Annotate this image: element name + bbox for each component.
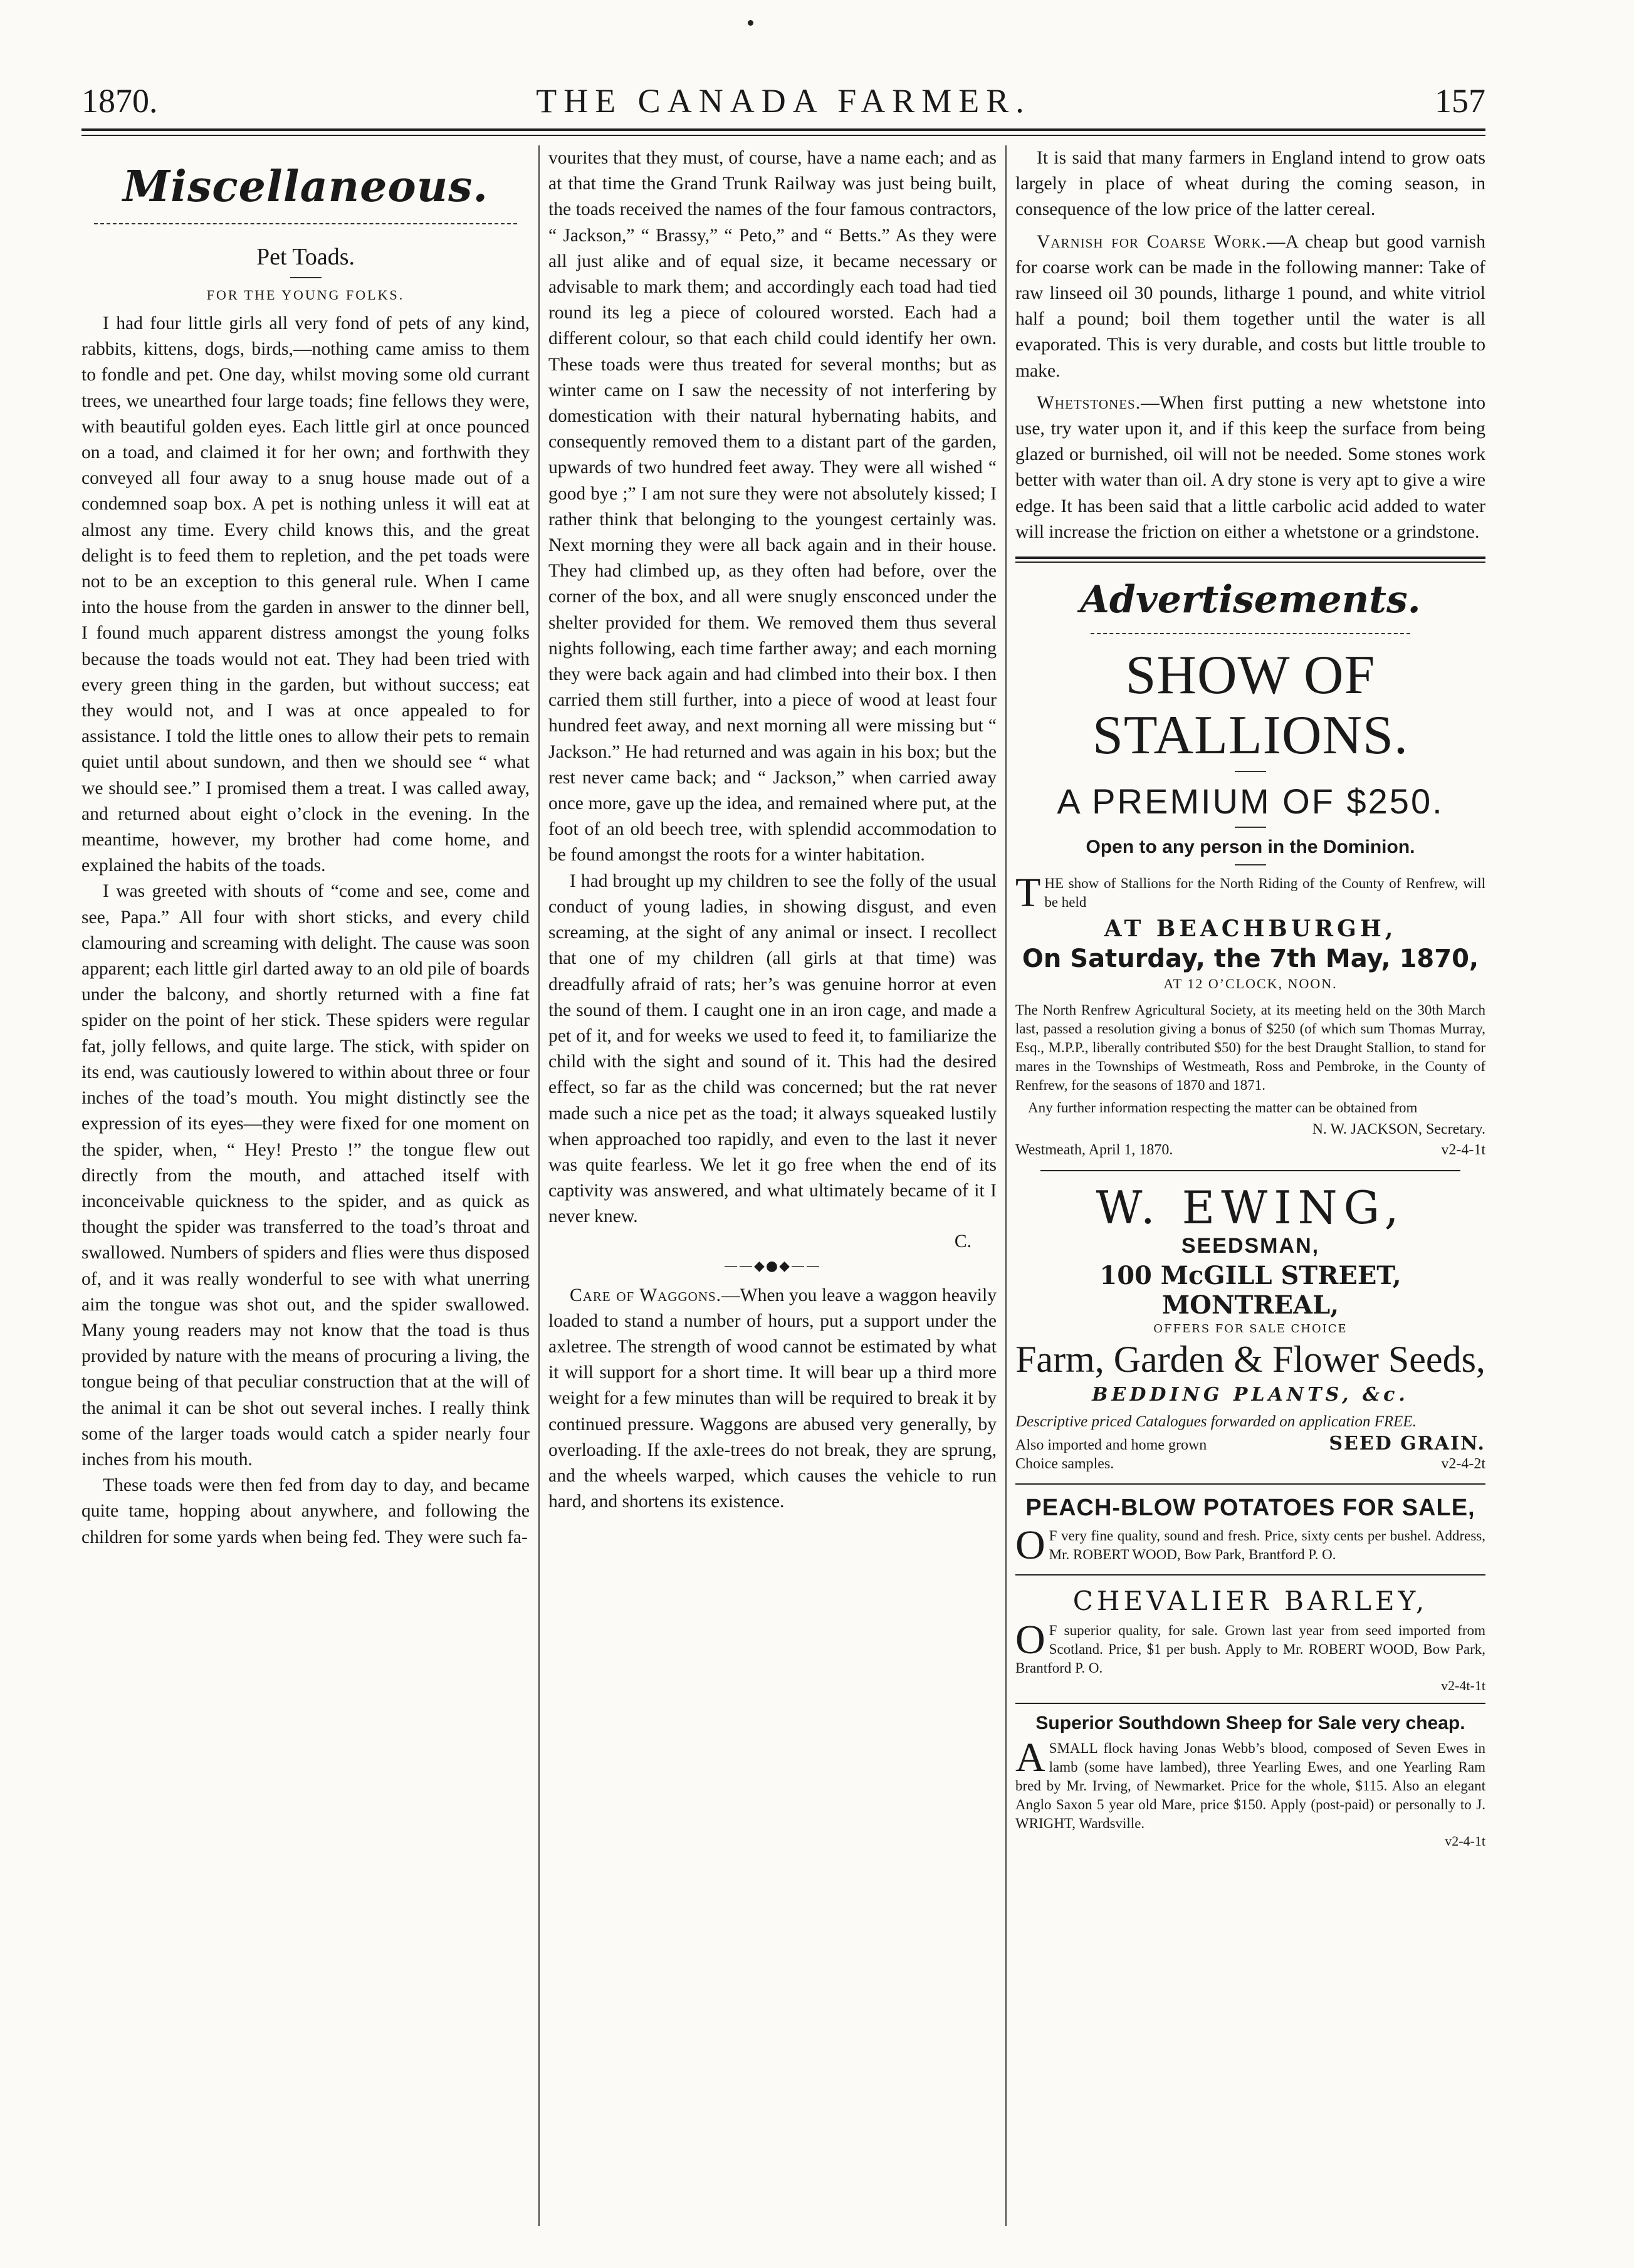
ad-ewing-seeds: Farm, Garden & Flower Seeds, (1015, 1339, 1485, 1381)
ad-intro: THE show of Stallions for the North Riding of the County of Renfrew, will be held (1015, 870, 1485, 916)
ad-barley-text: O F superior quality, for sale. Grown last year from seed imported from Scotland. Price, $1 per bush. Apply to Mr. ROBERT WOOD, Bow Park, Brantford P. O. (1015, 1617, 1485, 1676)
article-signoff (548, 1231, 997, 1252)
page-header (81, 75, 1485, 144)
ad-place-date: Westmeath, April 1, 1870. (1015, 1142, 1173, 1159)
note-paragraph (1015, 390, 1485, 545)
ad-rule-short (1235, 827, 1266, 828)
ad-peach-headline: PEACH-BLOW POTATOES FOR SALE, (1025, 1495, 1475, 1522)
ad-divider (1040, 1170, 1460, 1171)
note-text: —A cheap but good varnish for coarse work can be made in the following manner: Take of raw linseed oil 30 pounds, litharge 1 pound, and white vitriol half a pound; boil them together until the water is all evaporated. This is very durable, and costs but little trouble to make. (1015, 231, 1485, 381)
section-title: Miscellaneous. (122, 162, 489, 212)
article-title: Pet Toads. (256, 244, 355, 270)
ad-southdown-headline: Superior Southdown Sheep for Sale very cheap. (1035, 1713, 1465, 1734)
ad-dateline (1015, 1142, 1485, 1159)
ad-secretary-row (1015, 1121, 1485, 1138)
note-paragraph (548, 1283, 997, 1515)
note-text: It is said that many farmers in England intend to grow oats largely in place of wheat during the coming season, in consequence of the low price of the latter cereal. (1015, 148, 1485, 220)
ad-place: AT BEACHBURGH, (1104, 916, 1397, 943)
ad-ewing-name: W. EWING, (1096, 1181, 1405, 1235)
ad-time: AT 12 O’CLOCK, NOON. (1163, 976, 1338, 992)
ad-ewing-address: 100 McGILL STREET, MONTREAL, (1099, 1261, 1401, 1320)
column-rule (538, 145, 540, 2226)
ad-ewing-catalogues: Descriptive priced Catalogues forwarded on application FREE. (1015, 1413, 1417, 1431)
ad-ewing-role: SEEDSMAN, (1181, 1234, 1320, 1258)
ad-ewing-grain-row (1015, 1434, 1485, 1455)
ad-stallions-headline: SHOW OF STALLIONS. (1092, 645, 1409, 766)
drop-cap: T (1015, 870, 1041, 916)
drop-cap: A (1015, 1735, 1045, 1781)
ad-code: v2-4-1t (1441, 1142, 1485, 1159)
column-rule (1005, 145, 1007, 2226)
ad-divider (1015, 1703, 1485, 1704)
header-year: 1870. (81, 82, 158, 120)
section-divider (94, 223, 517, 224)
ad-ewing-bedding: BEDDING PLANTS, &c. (1092, 1384, 1409, 1406)
drop-cap: O (1015, 1522, 1045, 1569)
section-divider (1091, 633, 1410, 634)
article-paragraph: These toads were then fed from day to day, and became quite tame, hopping about anywhere, and following the children for some yards when being fed. They were such fa- (81, 1475, 530, 1547)
print-speck (748, 20, 753, 26)
note-text: —When you leave a waggon heavily loaded to stand a number of hours, put a support under the axletree. The strength of wood cannot be estimated by what it will support for a short time. It will bear up a third more weight for a few minutes than will be required to break it by continued pressure. Waggons are abused very generally, by overloading. If the axle-trees do not break, they are sprung, and the wheels warped, which causes the vehicle to run hard, and shortens its existence. (548, 1285, 997, 1512)
ad-code: v2-4t-1t (1441, 1678, 1485, 1694)
advertisements-title: Advertisements. (1080, 578, 1421, 622)
ad-premium: A PREMIUM OF $250. (1057, 781, 1444, 822)
ad-code: v2-4-2t (1441, 1456, 1485, 1473)
article-paragraph: I had brought up my children to see the folly of the usual conduct of young ladies, in showing disgust, and even screaming, at the sight of any animal or insect. I recollect that one of my children (all girls at that time) was dreadfully afraid of rats; her’s was genuine horror at even the sound of them. I caught one in an iron cage, and made a pet of it, and for weeks we used to feed it, to familiarize the child with the sight and sound of it. This had the desired effect, so far as the child was concerned; but the rat never made such a nice pet as the toad; it always squeaked lustily when approached too rapidly, and even to the last it never was quite fearless. We let it go free when the end of its captivity was answered, and what ultimately became of it I never knew. (548, 870, 997, 1227)
section-rule (1015, 557, 1485, 563)
header-rule-thin (81, 135, 1485, 136)
ad-open-text: Open to any person in the Dominion. (1086, 837, 1415, 858)
header-rule (81, 128, 1485, 131)
column-3 (1015, 145, 1485, 2232)
ad-ewing-choice-row (1015, 1455, 1485, 1473)
ad-secretary: N. W. JACKSON, Secretary. (1312, 1121, 1485, 1138)
ad-code: v2-4-1t (1445, 1833, 1485, 1849)
ad-date: On Saturday, the 7th May, 1870, (1022, 944, 1479, 974)
ad-ewing-choice: Choice samples. (1015, 1456, 1114, 1473)
column-2 (548, 145, 997, 2232)
note-paragraph (1015, 145, 1485, 223)
ad-southdown-text: ASMALL flock having Jonas Webb’s blood, composed of Seven Ewes in lamb (some have lambed), three Yearling Ewes, and one Yearling Ram bred by Mr. Irving, of Newmarket. Price for the whole, $115. Also an elegant Anglo Saxon 5 year old Mare, price $150. Apply (post-paid) or personally to J. WRIGHT, Wardsville. (1015, 1735, 1485, 1832)
ad-barley-headline: CHEVALIER BARLEY, (1072, 1586, 1428, 1617)
column-1 (81, 145, 530, 2232)
ad-divider (1015, 1483, 1485, 1485)
note-text: —When first putting a new whetstone into use, try water upon it, and if this keep the surface from being glazed or burnished, oil will not be needed. Some stones work better with water than oil. A dry stone is very apt to give a wire edge. It has been said that a little carbolic acid added to water will increase the friction on either a whetstone or a grindstone. (1015, 392, 1485, 542)
ad-info: Any further information respecting the matter can be obtained from (1028, 1100, 1418, 1116)
article-paragraph-continued: vourites that they must, of course, have a name each; and as at that time the Grand Trunk Railway was just being built, the toads received the names of the four famous contractors, “ Jackson,” “ Brassy,” “ Peto,” and “ Betts.” As they were all just alike and of equal size, it became necessary or advisable to mark them; and accordingly each toad had tied round its leg a piece of coloured worsted. Each had a different colour, so that each child could identify her own. These toads were thus treated for several months; but as winter came on I saw the necessity of not interfering by domestication with their natural hybernating habits, and consequently removed them to a distant part of the garden, upwards of two hundred feet away. They were all wished “ good bye ;” I am not sure they were not absolutely kissed; I rather think that belonging to the youngest certainly was. Next morning they were all back again and in their house. They had climbed up, as they often had before, over the corner of the box, and all were snugly ensconced under the shelter provided for them. We removed them thus several nights following, each time farther away; and each morning they were back again and had climbed into their box. I then carried them still further, into a piece of wood at least four hundred feet away, and next morning all were missing but “ Jackson.” He had returned and was again in his box; but the rest never came back; and “ Jackson,” when carried away once more, gave up the idea, and remained where put, at the foot of an old beech tree, with splendid accommodation to be found amongst the roots for a winter habitation. (548, 148, 997, 865)
ad-ewing-also: Also imported and home grown (1015, 1437, 1207, 1454)
ad-rule-short (1235, 771, 1266, 772)
header-title: THE CANADA FARMER. (536, 82, 1031, 120)
article-signature: C. (954, 1231, 971, 1252)
note-lead: Care of Waggons. (570, 1285, 722, 1305)
ad-divider (1015, 1574, 1485, 1576)
ad-rule-short (1235, 864, 1266, 865)
ad-body: The North Renfrew Agricultural Society, at its meeting held on the 30th March last, passed a resolution giving a bonus of $250 (of which sum Thomas Murray, Esq., M.P.P., liberally contributed $50) for the best Draught Stallion, to stand for mares in the Townships of Westmeath, Ross and Pembroke, in the County of Renfrew, for the seasons of 1870 and 1871. (1015, 1002, 1485, 1094)
ornament-divider: ——◆●◆—— (723, 1258, 822, 1274)
title-rule (290, 277, 322, 278)
ad-ewing-offers: OFFERS FOR SALE CHOICE (1153, 1322, 1348, 1336)
article-paragraph: I had four little girls all very fond of pets of any kind, rabbits, kittens, dogs, birds,—nothing came amiss to them to fondle and pet. One day, whilst moving some old currant trees, we unearthed four large toads; fine fellows they were, with beautiful golden eyes. Each little girl at once pounced on a toad, and claimed it for her own; and forthwith they conveyed all four away to a snug house made out of a condemned soap box. A pet is nothing unless it will eat at almost any time. Every child knows this, and the great delight is to feed them to repletion, and the pet toads were not to be an exception to this general rule. When I came into the house from the garden in answer to the dinner bell, I found much apparent distress amongst the young folks because the toads would not eat. They had been tried with every green thing in the garden, but without success; eat they would not, and I was at once appealed to for assistance. I told the little ones to allow their pets to remain quiet until about sundown, and then we should see “ what we should see.” I promised them a treat. I was called away, and returned about eight o’clock in the evening. In the meantime, however, my brother had come home, and explained the habits of the toads. (81, 313, 530, 876)
drop-cap: O (1015, 1617, 1045, 1663)
ad-ewing-grain: SEED GRAIN. (1329, 1433, 1485, 1455)
note-lead: Varnish for Coarse Work. (1037, 231, 1267, 252)
page-number: 157 (1435, 82, 1485, 120)
article-paragraph: I was greeted with shouts of “come and see, come and see, Papa.” All four with short sticks, and every child clamouring and screaming with delight. The cause was soon apparent; each little girl darted away to an old pile of boards under the balcony, and shortly returned with a fine fat spider on the point of her stick. These spiders were regular fat, jolly fellows, and quite large. The stick, with spider on its end, was cautiously lowered to within about three or four inches of the toad’s mouth. You might distinctly see the expression of its eyes—they were fixed for one moment on the spider, when, “ Hey! Presto !” the tongue flew out directly from the mouth, and attached itself with inconceivable quickness to the spider, and as quick as thought the spider was transferred to the toad’s throat and swallowed. Numbers of spiders and flies were thus disposed of, and it was really wonderful to see with what unerring aim the tongue was shot out, and the spider swallowed. Many young readers may not know that the toad is thus provided by nature with the means of procuring a living, the tongue being of that peculiar construction that at the will of the animal it can be shot out several inches. I really think some of the larger toads would catch a spider nearly four inches from his mouth. (81, 881, 530, 1470)
note-paragraph (1015, 229, 1485, 384)
ad-peach-text: O F very fine quality, sound and fresh. Price, sixty cents per bushel. Address, Mr. ROBERT WOOD, Bow Park, Brantford P. O. (1015, 1522, 1485, 1569)
article-subtitle: FOR THE YOUNG FOLKS. (206, 287, 405, 303)
note-lead: Whetstones. (1037, 392, 1141, 413)
